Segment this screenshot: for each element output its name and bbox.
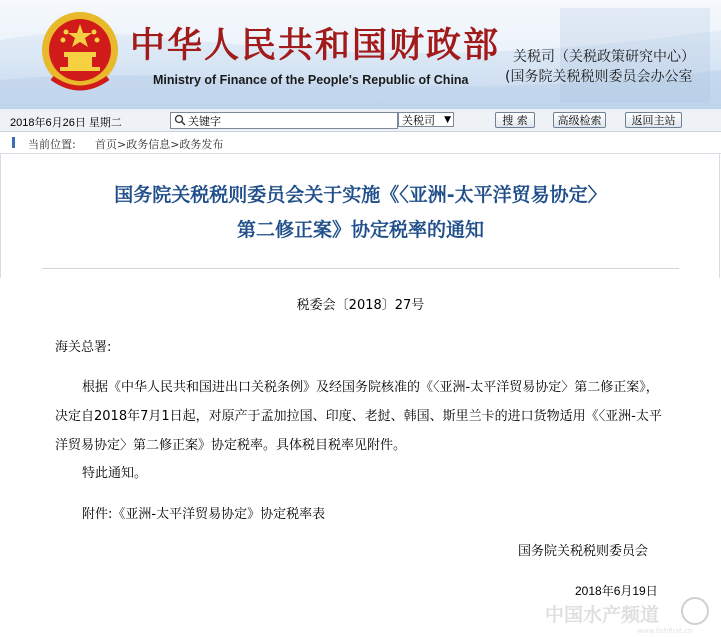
search-icon <box>174 114 186 126</box>
department-name: 关税司（关税政策研究中心） <box>513 49 695 65</box>
chevron-down-icon: ▼ <box>444 115 451 125</box>
breadcrumb-label: 当前位置: <box>28 138 76 151</box>
closing-line: 特此通知。 <box>82 466 148 481</box>
article-title-line1: 国务院关税税则委员会关于实施《〈亚洲-太平洋贸易协定〉 <box>114 184 607 206</box>
title-divider <box>42 268 679 269</box>
article-title-line2: 第二修正案》协定税率的通知 <box>236 219 484 241</box>
scope-select[interactable] <box>398 112 454 127</box>
addressee: 海关总署: <box>55 340 112 355</box>
search-box[interactable] <box>170 112 398 129</box>
home-button[interactable]: 返回主站 <box>625 112 682 128</box>
article-paragraph: 根据《中华人民共和国进出口关税条例》及经国务院核准的《〈亚洲-太平洋贸易协定〉第二修正案》，决定自2018年7月1日起，对原产于孟加拉国、印度、老挝、韩国、斯里兰卡的进口货物适用《〈亚洲-太平洋贸易协定〉第二修正案》协定税率。具体税目税率见附件。 <box>55 380 662 453</box>
watermark-url: www.fishfirst.cn <box>637 627 693 635</box>
search-input[interactable] <box>188 113 393 128</box>
search-button[interactable]: 搜 索 <box>495 112 535 128</box>
department-subname: (国务院关税税则委员会办公室 <box>505 69 693 85</box>
signature-date: 2018年6月19日 <box>575 584 658 598</box>
breadcrumb-marker <box>12 137 15 148</box>
document-number: 税委会〔2018〕27号 <box>296 298 425 313</box>
attachment-link[interactable]: 附件:《亚洲-太平洋贸易协定》协定税率表 <box>82 507 326 522</box>
signature: 国务院关税税则委员会 <box>518 544 649 559</box>
watermark-text: 中国水产频道 <box>545 604 660 626</box>
current-date: 2018年6月26日 星期二 <box>10 117 122 129</box>
site-title-english: Ministry of Finance of the People's Republic of China <box>153 73 469 87</box>
scope-select-value: 关税司 <box>402 114 435 127</box>
advanced-search-button[interactable]: 高级检索 <box>553 112 606 128</box>
site-title: 中华人民共和国财政部 <box>130 25 501 66</box>
watermark-logo <box>545 595 721 637</box>
breadcrumb <box>0 132 721 154</box>
article-title <box>0 178 721 248</box>
toolbar <box>0 109 721 132</box>
national-emblem-icon <box>38 6 122 98</box>
header-banner <box>0 0 721 109</box>
breadcrumb-path[interactable]: 首页>政务信息>政务发布 <box>95 138 224 151</box>
